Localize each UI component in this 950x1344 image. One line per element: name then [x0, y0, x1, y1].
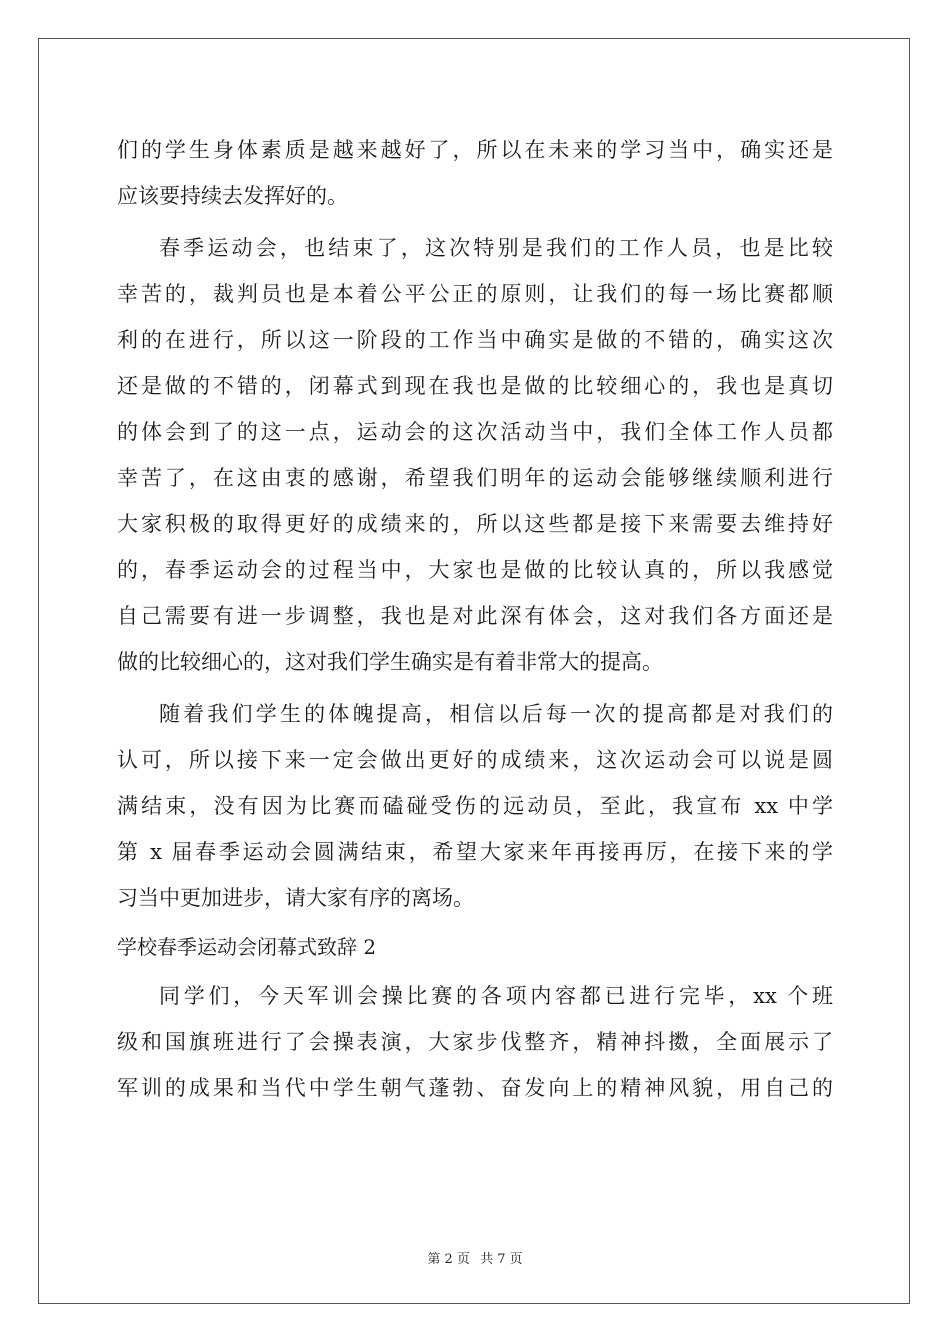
text-line: 利的在进行，所以这一阶段的工作当中确实是做的不错的，确实这次: [117, 328, 833, 352]
document-body: [117, 127, 833, 1111]
text-line: 的体会到了的这一点，运动会的这次活动当中，我们全体工作人员都: [117, 420, 833, 444]
text-line: 大家积极的取得更好的成绩来的，所以这些都是接下来需要去维持好: [117, 512, 833, 536]
text-line: 自己需要有进一步调整，我也是对此深有体会，这对我们各方面还是: [117, 604, 833, 628]
text-line: 习当中更加进步，请大家有序的离场。: [117, 886, 474, 910]
text-line: 们的学生身体素质是越来越好了，所以在未来的学习当中，确实还是: [117, 138, 833, 162]
page-total: 共 7 页: [480, 1252, 523, 1267]
paragraph-1: [117, 127, 833, 219]
text-line: 做的比较细心的，这对我们学生确实是有着非常大的提高。: [117, 650, 663, 674]
text-line: 还是做的不错的，闭幕式到现在我也是做的比较细心的，我也是真切: [117, 374, 833, 398]
text-line: 军训的成果和当代中学生朝气蓬勃、奋发向上的精神风貌，用自己的: [117, 1076, 833, 1100]
text-line: 级和国旗班进行了会操表演，大家步伐整齐，精神抖擞，全面展示了: [117, 1030, 833, 1054]
text-line: 幸苦了，在这由衷的感谢，希望我们明年的运动会能够继续顺利进行: [117, 466, 833, 490]
text-line: 随着我们学生的体魄提高，相信以后每一次的提高都是对我们的: [159, 702, 833, 726]
text-line: 应该要持续去发挥好的。: [117, 184, 348, 208]
text-line: 认可，所以接下来一定会做出更好的成绩来，这次运动会可以说是圆: [117, 748, 833, 772]
page-number: 第 2 页: [427, 1252, 470, 1267]
page-footer: [0, 1248, 950, 1267]
text-line: 第 x 届春季运动会圆满结束，希望大家来年再接再厉，在接下来的学: [117, 840, 833, 864]
paragraph-2: [117, 225, 833, 685]
text-line: 幸苦的，裁判员也是本着公平公正的原则，让我们的每一场比赛都顺: [117, 282, 833, 306]
text-line: 的，春季运动会的过程当中，大家也是做的比较认真的，所以我感觉: [117, 558, 833, 582]
paragraph-3: [117, 691, 833, 921]
section-heading: 学校春季运动会闭幕式致辞 2: [117, 935, 377, 959]
paragraph-4: [117, 973, 833, 1111]
text-line: 春季运动会，也结束了，这次特别是我们的工作人员，也是比较: [159, 236, 833, 260]
text-line: 同学们，今天军训会操比赛的各项内容都已进行完毕，xx 个班: [159, 984, 833, 1008]
text-line: 满结束，没有因为比赛而磕碰受伤的远动员，至此，我宣布 xx 中学: [117, 794, 833, 818]
